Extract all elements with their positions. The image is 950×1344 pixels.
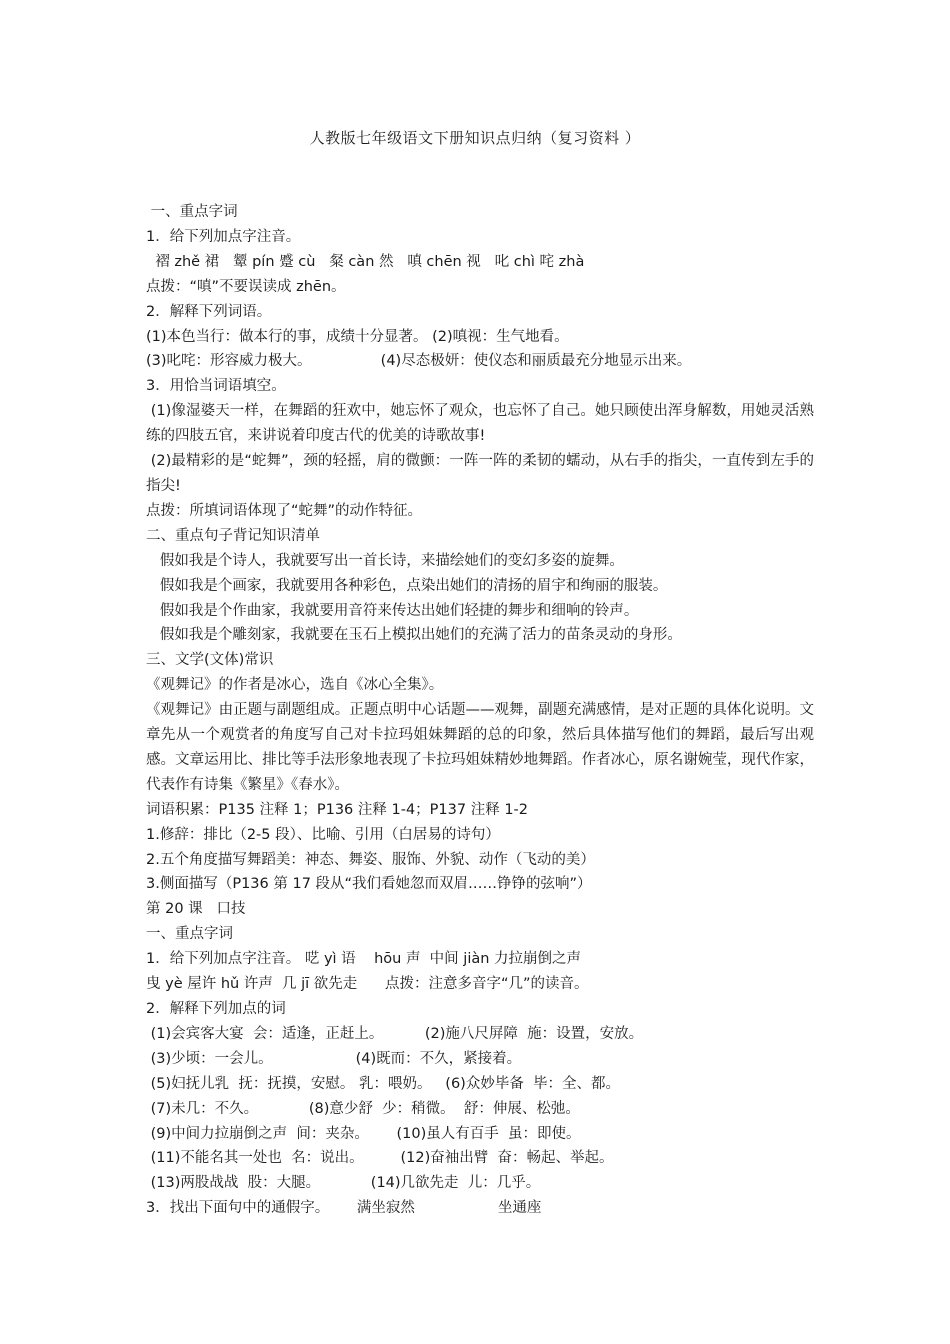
paragraph: 1.修辞：排比（2-5 段）、比喻、引用（白居易的诗句） (146, 826, 500, 843)
paragraph: 1．给下列加点字注音。 呓 yì 语 hōu 声 中间 jiàn 力拉崩倒之声 (146, 951, 582, 968)
paragraph: (2)最精彩的是“蛇舞”，颈的轻摇，肩的微颤：一阵一阵的柔韧的蠕动，从右手的指尖，一直传到左手的指尖! (146, 453, 815, 494)
paragraph: 2．解释下列词语。 (146, 303, 272, 320)
paragraph: 词语积累：P135 注释 1；P136 注释 1-4；P137 注释 1-2 (146, 801, 529, 818)
paragraph: (1)会宾客大宴 会：适逢，正赶上。 (2)施八尺屏障 施：设置，安放。 (146, 1025, 644, 1042)
paragraph: 假如我是个雕刻家，我就要在玉石上模拟出她们的充满了活力的苗条灵动的身形。 (146, 627, 682, 644)
paragraph: 3．用恰当词语填空。 (146, 378, 286, 395)
page-title: 人教版七年级语文下册知识点归纳（复习资料 ） (309, 129, 641, 147)
paragraph: (1)像湿婆天一样，在舞蹈的狂欢中，她忘怀了观众，也忘怀了自己。她只顾使出浑身解数，用她灵活熟练的四肢五官，来讲说着印度古代的优美的诗歌故事! (146, 403, 814, 445)
heading: 第 20 课 口技 (146, 901, 246, 918)
paragraph: (13)两股战战 股：大腿。 (14)几欲先走 儿：几乎。 (146, 1175, 541, 1192)
heading: 一、重点字词 (146, 204, 238, 220)
heading: 二、重点句子背记知识清单 (146, 527, 320, 544)
paragraph: 《观舞记》的作者是冰心，选自《冰心全集》。 (146, 677, 444, 694)
paragraph: 褶 zhě 裙 颦 pín 蹙 cù 粲 càn 然 嗔 chēn 视 叱 chì 咤 zhà (146, 253, 585, 270)
paragraph: 假如我是个诗人，我就要写出一首长诗，来描绘她们的变幻多姿的旋舞。 (146, 552, 624, 569)
paragraph: 点拨：所填词语体现了“蛇舞”的动作特征。 (146, 502, 423, 519)
paragraph: (5)妇抚儿乳 抚：抚摸，安慰。 乳：喂奶。 (6)众妙毕备 毕：全、都。 (146, 1075, 621, 1092)
paragraph: 《观舞记》由正题与副题组成。正题点明中心话题——观舞，副题充满感情，是对正题的具体化说明。文章先从一个观赏者的角度写自己对卡拉玛姐妹舞蹈的总的印象，然后具体描写他们的舞蹈，最后写出观感。文章运用比、排比等手法形象地表现了卡拉玛姐妹精妙地舞蹈。作者冰心，原名谢婉莹，现代作家，代表作有诗集《繁星》《春水》。 (146, 702, 814, 793)
paragraph: 假如我是个作曲家，我就要用音符来传达出她们轻捷的舞步和细响的铃声。 (146, 602, 639, 619)
paragraph: 曳 yè 屋许 hǔ 许声 几 jī 欲先走 点拨：注意多音字“几”的读音。 (146, 976, 589, 993)
paragraph: (1)本色当行：做本行的事，成绩十分显著。 (2)嗔视：生气地看。 (146, 328, 569, 345)
paragraph: (3)少顷：一会儿。 (4)既而：不久，紧接着。 (146, 1050, 522, 1067)
heading: 三、文学(文体)常识 (146, 652, 274, 669)
paragraph: 3．找出下面句中的通假字。 满坐寂然 坐通座 (146, 1200, 542, 1217)
paragraph: 2．解释下列加点的词 (146, 1001, 286, 1017)
heading: 一、重点字词 (146, 926, 233, 943)
paragraph: (3)叱咤：形容威力极大。 (4)尽态极妍：使仪态和丽质最充分地显示出来。 (146, 353, 692, 370)
paragraph: 点拨：“嗔”不要误读成 zhēn。 (146, 278, 346, 295)
paragraph: 3.侧面描写（P136 第 17 段从“我们看她忽而双眉……铮铮的弦响”） (146, 876, 592, 893)
paragraph: 1．给下列加点字注音。 (146, 228, 301, 245)
paragraph: (7)未几：不久。 (8)意少舒 少：稍微。 舒：伸展、松弛。 (146, 1100, 580, 1117)
paragraph: (9)中间力拉崩倒之声 间：夹杂。 (10)虽人有百手 虽：即使。 (146, 1125, 581, 1142)
document-body (146, 200, 814, 1221)
paragraph: 假如我是个画家，我就要用各种彩色，点染出她们的清扬的眉宇和绚丽的服装。 (146, 577, 668, 594)
paragraph: (11)不能名其一处也 名：说出。 (12)奋袖出臂 奋：畅起、举起。 (146, 1150, 614, 1167)
paragraph: 2.五个角度描写舞蹈美：神态、舞姿、服饰、外貌、动作（飞动的美） (146, 851, 595, 868)
